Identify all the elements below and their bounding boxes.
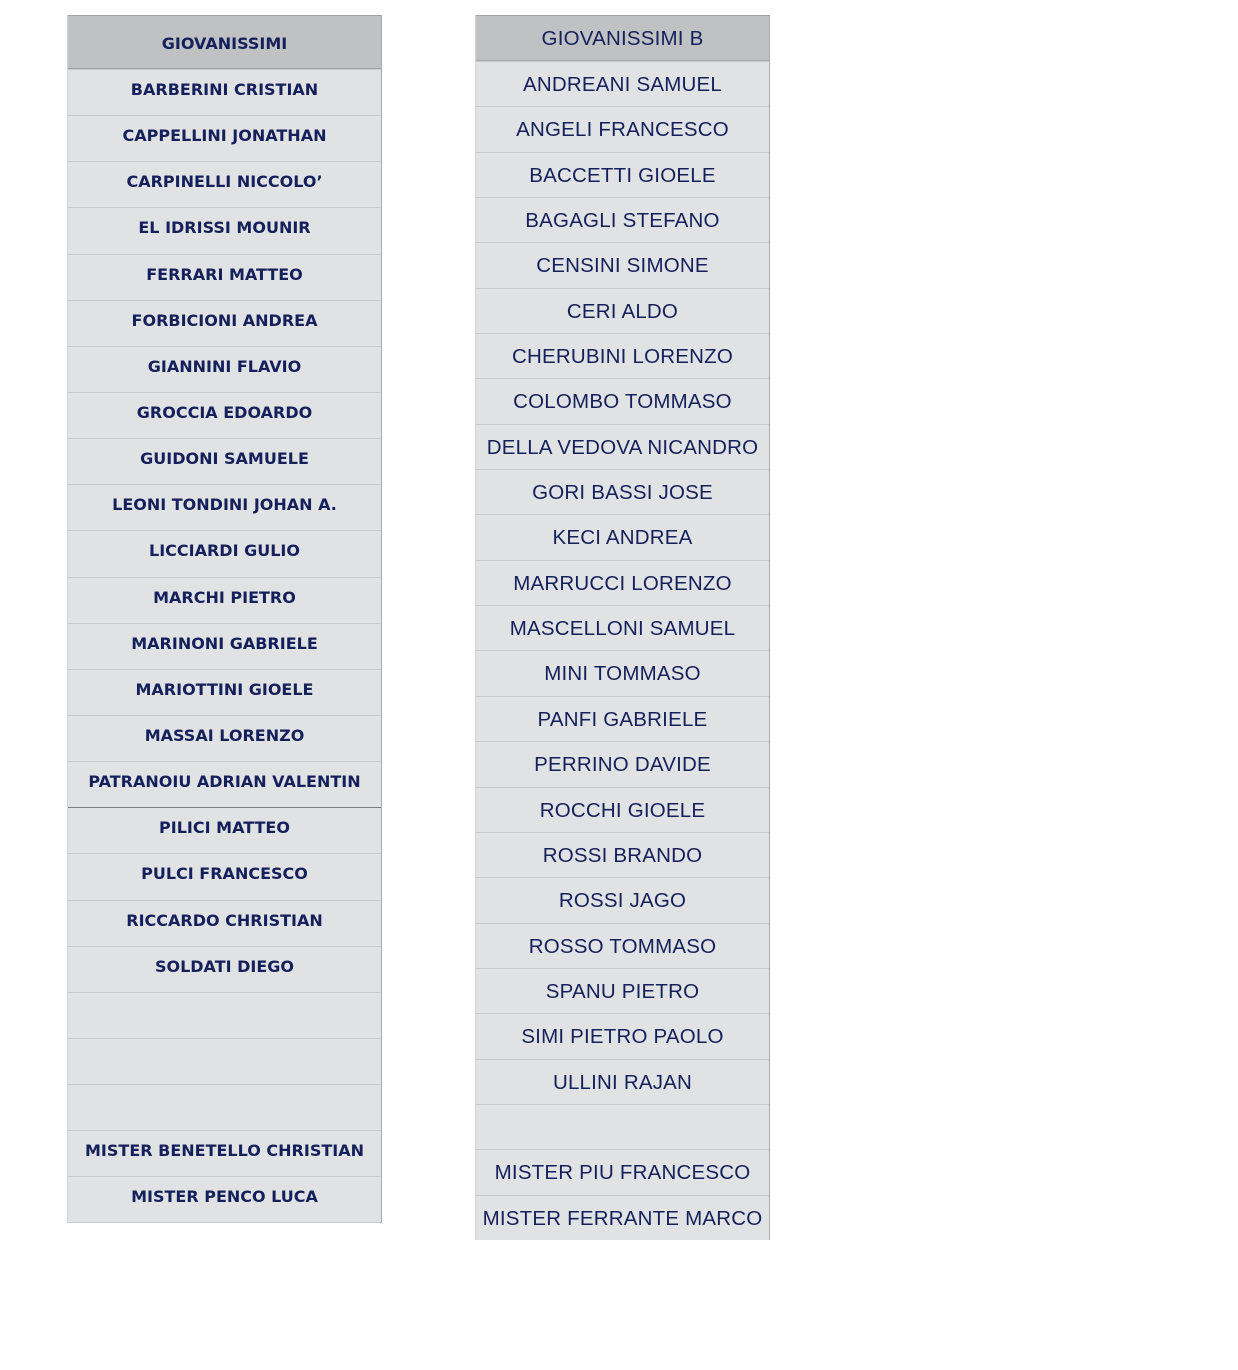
- table-row: ROCCHI GIOELE: [476, 787, 769, 832]
- table-row: DELLA VEDOVA NICANDRO: [476, 424, 769, 469]
- table-row: FERRARI MATTEO: [68, 254, 381, 300]
- coach-row: MISTER PIU FRANCESCO: [476, 1149, 769, 1194]
- table-row: BACCETTI GIOELE: [476, 152, 769, 197]
- table-row: MARRUCCI LORENZO: [476, 560, 769, 605]
- table-row: GUIDONI SAMUELE: [68, 438, 381, 484]
- table-row: KECI ANDREA: [476, 514, 769, 559]
- roster-table-giovanissimi-b: [475, 15, 770, 1240]
- table-row: SPANU PIETRO: [476, 968, 769, 1013]
- table-row: GORI BASSI JOSE: [476, 469, 769, 514]
- table-row: MARCHI PIETRO: [68, 577, 381, 623]
- table-row: ROSSI BRANDO: [476, 832, 769, 877]
- empty-row: [68, 1038, 381, 1084]
- coach-row: MISTER PENCO LUCA: [68, 1176, 381, 1222]
- table-row: ANDREANI SAMUEL: [476, 61, 769, 106]
- table-row: SOLDATI DIEGO: [68, 946, 381, 992]
- table-row: LICCIARDI GULIO: [68, 530, 381, 576]
- table-row: MASCELLONI SAMUEL: [476, 605, 769, 650]
- table-row: BAGAGLI STEFANO: [476, 197, 769, 242]
- table-row: ROSSO TOMMASO: [476, 923, 769, 968]
- table-row: ROSSI JAGO: [476, 877, 769, 922]
- empty-row: [68, 1084, 381, 1130]
- table-row: CHERUBINI LORENZO: [476, 333, 769, 378]
- table-row: MARINONI GABRIELE: [68, 623, 381, 669]
- table-row: GIANNINI FLAVIO: [68, 346, 381, 392]
- table-row: EL IDRISSI MOUNIR: [68, 207, 381, 253]
- table-row: ULLINI RAJAN: [476, 1059, 769, 1104]
- table-row: PULCI FRANCESCO: [68, 853, 381, 899]
- table-row: CERI ALDO: [476, 288, 769, 333]
- table-row: PERRINO DAVIDE: [476, 741, 769, 786]
- table-row: BARBERINI CRISTIAN: [68, 69, 381, 115]
- table-row: CENSINI SIMONE: [476, 242, 769, 287]
- table-header: GIOVANISSIMI: [68, 15, 381, 69]
- roster-table-giovanissimi: [67, 15, 382, 1223]
- table-row: RICCARDO CHRISTIAN: [68, 900, 381, 946]
- table-row: CARPINELLI NICCOLO’: [68, 161, 381, 207]
- table-row: PANFI GABRIELE: [476, 696, 769, 741]
- table-header: GIOVANISSIMI B: [476, 15, 769, 61]
- coach-row: MISTER BENETELLO CHRISTIAN: [68, 1130, 381, 1176]
- table-row: LEONI TONDINI JOHAN A.: [68, 484, 381, 530]
- coach-row: MISTER FERRANTE MARCO: [476, 1195, 769, 1240]
- empty-row: [476, 1104, 769, 1149]
- table-row: FORBICIONI ANDREA: [68, 300, 381, 346]
- table-row: MASSAI LORENZO: [68, 715, 381, 761]
- table-row: COLOMBO TOMMASO: [476, 378, 769, 423]
- table-row: MARIOTTINI GIOELE: [68, 669, 381, 715]
- table-row: PATRANOIU ADRIAN VALENTIN: [68, 761, 381, 807]
- table-row: CAPPELLINI JONATHAN: [68, 115, 381, 161]
- table-row: ANGELI FRANCESCO: [476, 106, 769, 151]
- table-row: PILICI MATTEO: [68, 807, 381, 853]
- empty-row: [68, 992, 381, 1038]
- table-row: MINI TOMMASO: [476, 650, 769, 695]
- table-row: GROCCIA EDOARDO: [68, 392, 381, 438]
- table-row: SIMI PIETRO PAOLO: [476, 1013, 769, 1058]
